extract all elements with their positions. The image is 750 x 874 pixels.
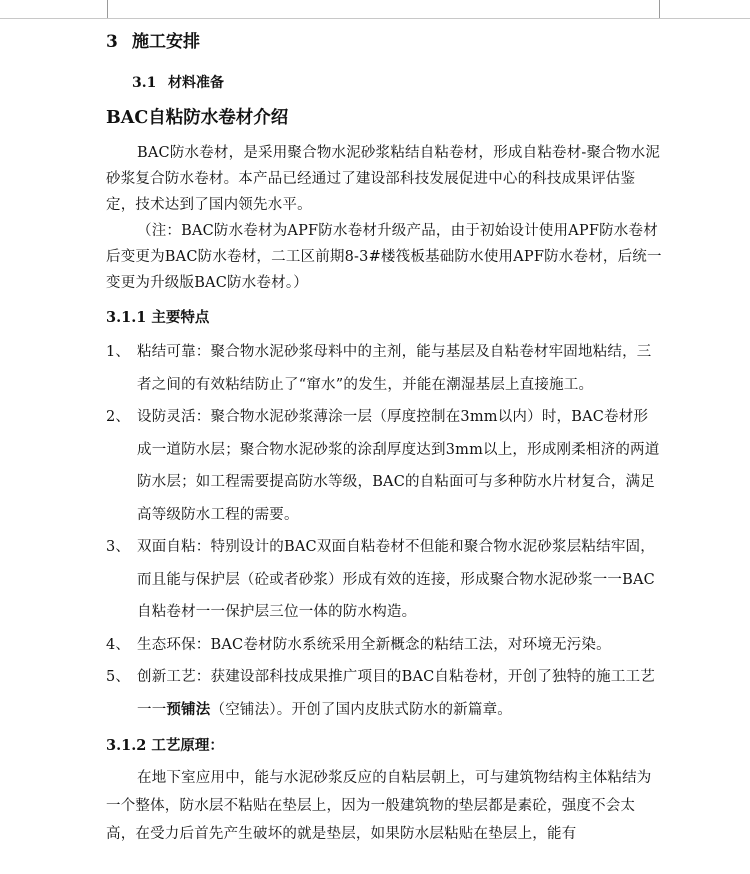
document-body xyxy=(106,26,662,848)
product-title: BAC自粘防水卷材介绍 xyxy=(106,108,289,128)
list-item-text: 生态环保：BAC卷材防水系统采用全新概念的粘结工法，对环境无污染。 xyxy=(137,636,611,653)
list-item xyxy=(106,629,662,662)
list-item-text: 双面自粘：特别设计的BAC双面自粘卷材不但能和聚合物水泥砂浆层粘结牢固，而且能与保护层（砼或者砂浆）形成有效的连接，形成聚合物水泥砂浆一一BAC自粘卷材一一保护层三位一体的防水构造。 xyxy=(137,539,655,620)
features-list xyxy=(106,336,662,726)
features-heading: 3.1.1 主要特点 xyxy=(106,309,210,326)
note-paragraph: （注：BAC防水卷材为APF防水卷材升级产品，由于初始设计使用APF防水卷材后变更为BAC防水卷材，二工区前期8-3#楼筏板基础防水使用APF防水卷材，后统一变更为升级版BAC防水卷材。） xyxy=(106,223,662,291)
list-item-text: 粘结可靠：聚合物水泥砂浆母料中的主剂，能与基层及自粘卷材牢固地粘结，三者之间的有效粘结防止了“窜水”的发生，并能在潮湿基层上直接施工。 xyxy=(137,344,652,393)
page-header-line xyxy=(0,18,750,19)
list-index: 2、 xyxy=(106,409,131,425)
section-number: 3 xyxy=(106,32,118,52)
list-index: 3、 xyxy=(106,539,131,555)
list-item-text: 创新工艺：获建设部科技成果推广项目的BAC自粘卷材，开创了独特的施工工艺一一 xyxy=(137,669,655,718)
list-item-bold-text: 预铺法 xyxy=(166,700,211,718)
page-top-border xyxy=(0,0,750,19)
intro-paragraph: BAC防水卷材，是采用聚合物水泥砂浆粘结自粘卷材，形成自粘卷材-聚合物水泥砂浆复合防水卷材。本产品已经通过了建设部科技发展促进中心的科技成果评估鉴定，技术达到了国内领先水平。 xyxy=(106,145,661,213)
section-heading xyxy=(106,26,662,58)
list-index: 1、 xyxy=(106,344,131,360)
page-margin-right-marker xyxy=(659,0,660,19)
list-item xyxy=(106,531,662,629)
list-item xyxy=(106,401,662,531)
principle-heading: 3.1.2 工艺原理： xyxy=(106,737,224,754)
section-title: 施工安排 xyxy=(132,32,200,52)
subsection-number: 3.1 xyxy=(132,75,157,91)
list-index: 5、 xyxy=(106,669,131,685)
list-item-text: 设防灵活：聚合物水泥砂浆薄涂一层（厚度控制在3mm以内）时，BAC卷材形成一道防水层；聚合物水泥砂浆的涂刮厚度达到3mm以上，形成刚柔相济的两道防水层；如工程需要提高防水等级，BAC的自粘面可与多种防水片材复合，满足高等级防水工程的需要。 xyxy=(137,409,660,523)
subsection-heading xyxy=(132,68,662,98)
page-margin-left-marker xyxy=(107,0,108,19)
principle-paragraph: 在地下室应用中，能与水泥砂浆反应的自粘层朝上，可与建筑物结构主体粘结为一个整体，防水层不粘贴在垫层上，因为一般建筑物的垫层都是素砼，强度不会太高，在受力后首先产生破坏的就是垫层，如果防水层粘贴在垫层上，能有 xyxy=(106,770,652,842)
subsection-title: 材料准备 xyxy=(168,75,224,91)
list-item xyxy=(106,661,662,726)
list-item-text-after: （空铺法）。开创了国内皮肤式防水的新篇章。 xyxy=(210,701,512,718)
list-item xyxy=(106,336,662,401)
list-index: 4、 xyxy=(106,636,131,653)
